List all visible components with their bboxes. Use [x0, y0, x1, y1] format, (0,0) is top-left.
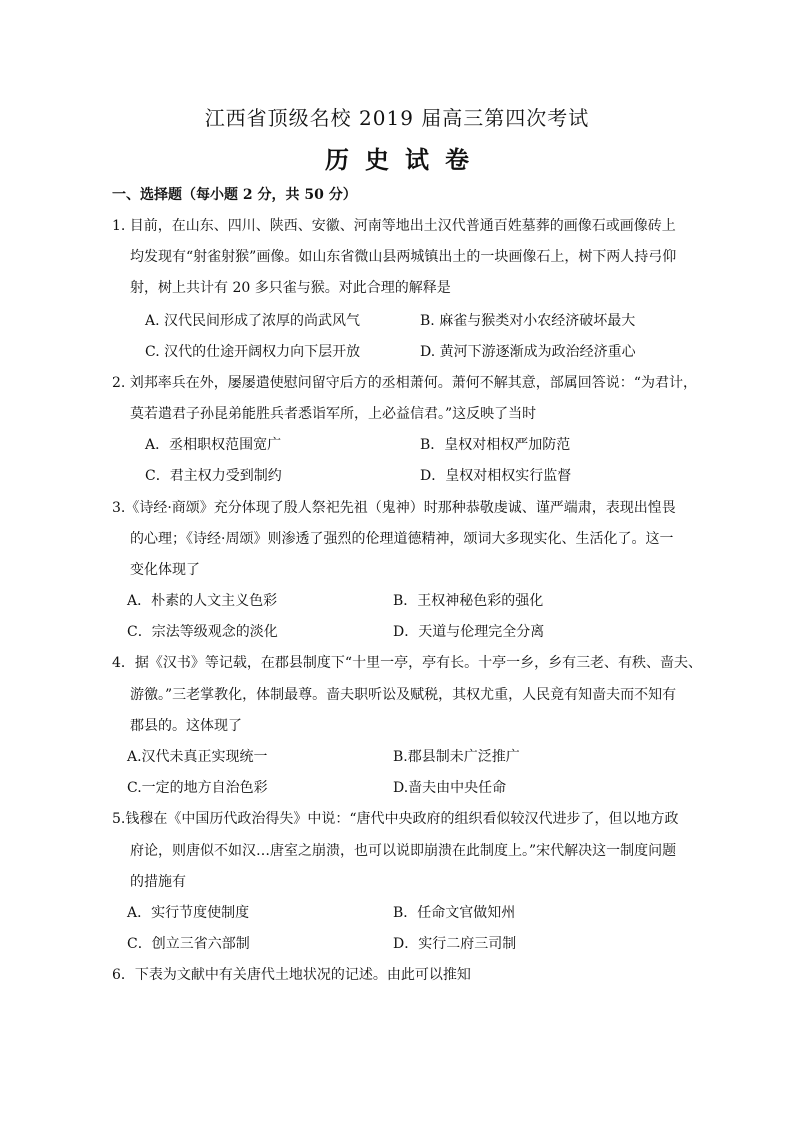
question-1-stem-line-2: 均发现有“射雀射猴”画像。如山东省微山县两城镇出土的一块画像石上，树下两人持弓仰: [130, 249, 677, 265]
question-5-stem-line-1: 5.钱穆在《中国历代政治得失》中说：“唐代中央政府的组织看似较汉代进步了，但以地方政: [112, 811, 679, 827]
question-1-stem-line-1: 1. 目前，在山东、四川、陕西、安徽、河南等地出土汉代普通百姓墓葬的画像石或画像砖上: [112, 218, 676, 234]
question-4-option-d[interactable]: D.啬夫由中央任命: [393, 780, 507, 796]
question-2-stem-line-2: 莫若遣君子孙昆弟能胜兵者悉诣军所，上必益信君。”这反映了当时: [130, 406, 537, 422]
question-6-stem-line-1: 6．下表为文献中有关唐代土地状况的记述。由此可以推知: [112, 967, 471, 983]
question-4-stem-line-1: 4．据《汉书》等记载，在郡县制度下“十里一亭，亭有长。十亭一乡，乡有三老、有秩、啬夫、: [112, 655, 703, 671]
question-3-option-c[interactable]: C．宗法等级观念的淡化: [127, 624, 278, 640]
question-5-option-b[interactable]: B．任命文官做知州: [393, 905, 516, 921]
question-4-option-b[interactable]: B.郡县制未广泛推广: [393, 749, 520, 765]
question-5-stem-line-2: 府论，则唐似不如汉…唐室之崩溃，也可以说即崩溃在此制度上。”宋代解决这一制度问题: [130, 843, 677, 859]
question-1-option-d[interactable]: D. 黄河下游逐渐成为政治经济重心: [420, 344, 636, 360]
question-5-option-d[interactable]: D．实行二府三司制: [393, 936, 517, 952]
question-2-option-b[interactable]: B．皇权对相权严加防范: [420, 437, 571, 453]
question-2-option-d[interactable]: D．皇权对相权实行监督: [420, 468, 572, 484]
question-3-option-a[interactable]: A．朴素的人文主义色彩: [127, 593, 278, 609]
question-2-option-a[interactable]: A．丞相职权范围宽广: [145, 437, 282, 453]
question-3-stem-line-1: 3.《诗经·商颂》充分体现了殷人祭祀先祖（鬼神）时那种恭敬虔诚、谨严端肃，表现出惶畏: [112, 500, 676, 516]
question-3-option-b[interactable]: B．王权神秘色彩的强化: [393, 593, 544, 609]
question-4-option-c[interactable]: C.一定的地方自治色彩: [127, 780, 268, 796]
question-4-stem-line-3: 郡县的。这体现了: [130, 718, 242, 734]
question-1-stem-line-3: 射，树上共计有 20 多只雀与猴。对此合理的解释是: [130, 280, 451, 296]
question-2-stem-line-1: 2. 刘邦率兵在外，屡屡遣使慰问留守后方的丞相萧何。萧何不解其意，部属回答说：“为君计，: [112, 375, 697, 391]
exam-title: 江西省顶级名校 2019 届高三第四次考试: [204, 106, 590, 130]
question-5-option-c[interactable]: C．创立三省六部制: [127, 936, 250, 952]
question-3-option-d[interactable]: D．天道与伦理完全分离: [393, 624, 545, 640]
section-heading: 一、选择题（每小题 2 分，共 50 分）: [112, 187, 357, 203]
question-4-stem-line-2: 游徼。”三老掌教化，体制最尊。啬夫职听讼及赋税，其权尤重，人民竟有知啬夫而不知有: [130, 687, 677, 703]
question-1-option-b[interactable]: B. 麻雀与猴类对小农经济破坏最大: [420, 313, 636, 329]
question-3-stem-line-3: 变化体现了: [130, 562, 200, 578]
subject-title: 历史试卷: [325, 145, 485, 174]
question-5-stem-line-3: 的措施有: [130, 874, 186, 890]
question-2-option-c[interactable]: C．君主权力受到制约: [145, 468, 282, 484]
question-1-option-a[interactable]: A. 汉代民间形成了浓厚的尚武风气: [145, 313, 361, 329]
question-1-option-c[interactable]: C. 汉代的仕途开阔权力向下层开放: [145, 344, 361, 360]
question-3-stem-line-2: 的心理；《诗经·周颂》则渗透了强烈的伦理道德精神，颂词大多现实化、生活化了。这一: [130, 531, 674, 547]
question-4-option-a[interactable]: A.汉代未真正实现统一: [127, 749, 268, 765]
question-5-option-a[interactable]: A．实行节度使制度: [127, 905, 250, 921]
